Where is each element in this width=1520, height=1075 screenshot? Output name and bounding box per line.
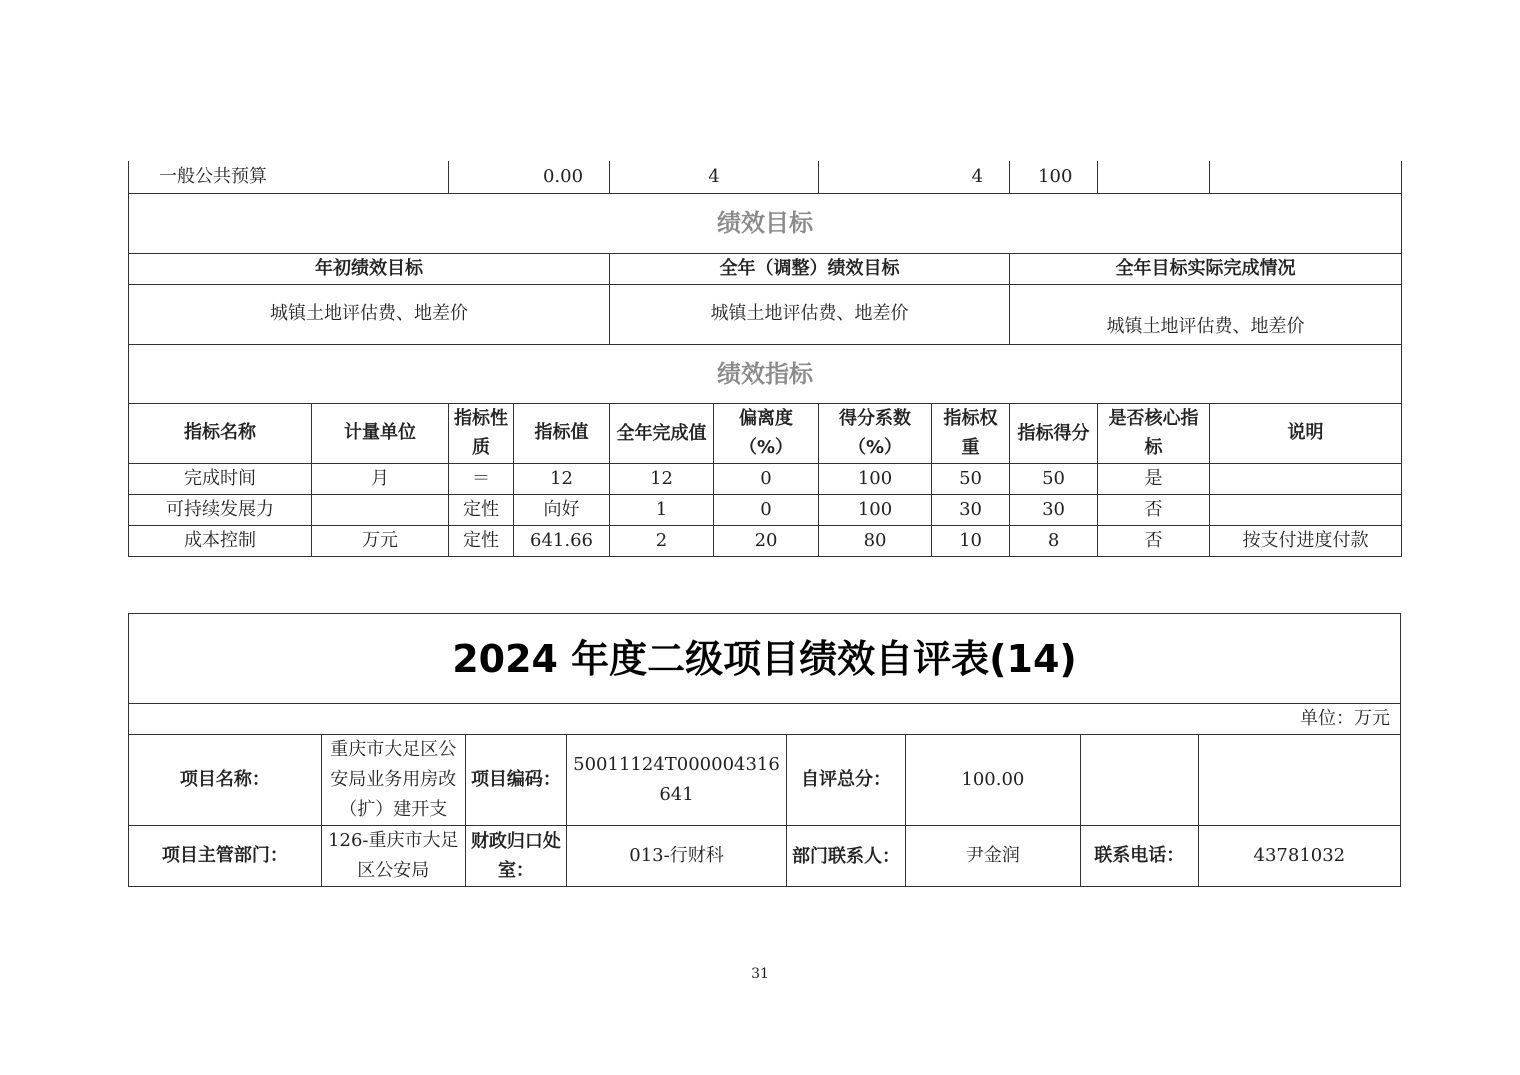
page-number: 31 bbox=[751, 966, 769, 982]
table-cell: 定性 bbox=[449, 494, 514, 525]
table-cell: 20 bbox=[714, 525, 819, 556]
table-cell: 30 bbox=[1010, 494, 1098, 525]
table-cell bbox=[1210, 463, 1402, 494]
table-cell: 50 bbox=[1010, 463, 1098, 494]
table-cell: 向好 bbox=[514, 494, 610, 525]
col-header: 全年完成值 bbox=[610, 403, 714, 463]
table-cell: 月 bbox=[312, 463, 449, 494]
actual-completion: 城镇土地评估费、地差价 bbox=[1010, 284, 1402, 344]
performance-table bbox=[128, 161, 1402, 557]
budget-label: 一般公共预算 bbox=[129, 161, 449, 193]
col-header: 计量单位 bbox=[312, 403, 449, 463]
table-cell: 100 bbox=[819, 494, 932, 525]
table-cell: 100 bbox=[819, 463, 932, 494]
project-name-label: 项目名称： bbox=[129, 735, 322, 826]
table-cell: 成本控制 bbox=[129, 525, 312, 556]
table-row bbox=[129, 494, 1402, 525]
total-score: 100.00 bbox=[905, 735, 1080, 826]
table-cell: 30 bbox=[932, 494, 1010, 525]
table-cell: 是 bbox=[1098, 463, 1210, 494]
phone-number: 43781032 bbox=[1198, 826, 1400, 887]
phone-label: 联系电话： bbox=[1080, 826, 1198, 887]
contact-person: 尹金润 bbox=[905, 826, 1080, 887]
table-row bbox=[129, 525, 1402, 556]
col-header: 指标得分 bbox=[1010, 403, 1098, 463]
table-cell: 0 bbox=[714, 463, 819, 494]
table-cell: 2 bbox=[610, 525, 714, 556]
col-header: 指标值 bbox=[514, 403, 610, 463]
budget-empty-1 bbox=[1098, 161, 1210, 193]
header-actual-completion: 全年目标实际完成情况 bbox=[1010, 253, 1402, 284]
table-cell: 否 bbox=[1098, 525, 1210, 556]
table-cell: 按支付进度付款 bbox=[1210, 525, 1402, 556]
contact-label: 部门联系人： bbox=[787, 826, 906, 887]
indicators-section-title: 绩效指标 bbox=[129, 344, 1402, 403]
header-adjusted-goal: 全年（调整）绩效目标 bbox=[610, 253, 1010, 284]
unit-label: 单位：万元 bbox=[129, 704, 1401, 735]
table-cell: 80 bbox=[819, 525, 932, 556]
header-initial-goal: 年初绩效目标 bbox=[129, 253, 610, 284]
col-header: 指标名称 bbox=[129, 403, 312, 463]
budget-value-3: 4 bbox=[819, 161, 1010, 193]
col-header: 说明 bbox=[1210, 403, 1402, 463]
table-cell: 10 bbox=[932, 525, 1010, 556]
goals-section-title: 绩效目标 bbox=[129, 193, 1402, 253]
table-cell: 可持续发展力 bbox=[129, 494, 312, 525]
score-label: 自评总分： bbox=[787, 735, 906, 826]
table-cell: 12 bbox=[514, 463, 610, 494]
adjusted-goal: 城镇土地评估费、地差价 bbox=[610, 284, 1010, 344]
budget-value-1: 0.00 bbox=[449, 161, 610, 193]
table-cell: 1 bbox=[610, 494, 714, 525]
col-header: 偏离度（%） bbox=[714, 403, 819, 463]
budget-row bbox=[129, 161, 1402, 193]
indicator-header-row bbox=[129, 403, 1402, 463]
project-code-label: 项目编码： bbox=[465, 735, 566, 826]
table-cell: 0 bbox=[714, 494, 819, 525]
project-code: 50011124T000004316641 bbox=[566, 735, 786, 826]
col-header: 得分系数（%） bbox=[819, 403, 932, 463]
self-evaluation-form bbox=[128, 613, 1401, 887]
col-header: 是否核心指标 bbox=[1098, 403, 1210, 463]
initial-goal: 城镇土地评估费、地差价 bbox=[129, 284, 610, 344]
budget-value-2: 4 bbox=[610, 161, 819, 193]
table-cell: 12 bbox=[610, 463, 714, 494]
table-cell: 万元 bbox=[312, 525, 449, 556]
table-cell: 8 bbox=[1010, 525, 1098, 556]
table-cell: ＝ bbox=[449, 463, 514, 494]
table-cell: 完成时间 bbox=[129, 463, 312, 494]
budget-value-4: 100 bbox=[1010, 161, 1098, 193]
col-header: 指标性质 bbox=[449, 403, 514, 463]
form-title: 2024 年度二级项目绩效自评表(14) bbox=[129, 614, 1401, 704]
finance-office: 013-行财科 bbox=[566, 826, 786, 887]
table-cell: 641.66 bbox=[514, 525, 610, 556]
table-cell: 否 bbox=[1098, 494, 1210, 525]
finance-office-label: 财政归口处室： bbox=[465, 826, 566, 887]
table-cell bbox=[1210, 494, 1402, 525]
table-cell: 50 bbox=[932, 463, 1010, 494]
col-header: 指标权重 bbox=[932, 403, 1010, 463]
table-cell: 定性 bbox=[449, 525, 514, 556]
budget-empty-2 bbox=[1210, 161, 1402, 193]
empty-cell bbox=[1198, 735, 1400, 826]
table-cell bbox=[312, 494, 449, 525]
table-row bbox=[129, 463, 1402, 494]
dept-label: 项目主管部门： bbox=[129, 826, 322, 887]
dept-name: 126-重庆市大足区公安局 bbox=[321, 826, 465, 887]
project-name: 重庆市大足区公安局业务用房改（扩）建开支 bbox=[321, 735, 465, 826]
empty-cell bbox=[1080, 735, 1198, 826]
